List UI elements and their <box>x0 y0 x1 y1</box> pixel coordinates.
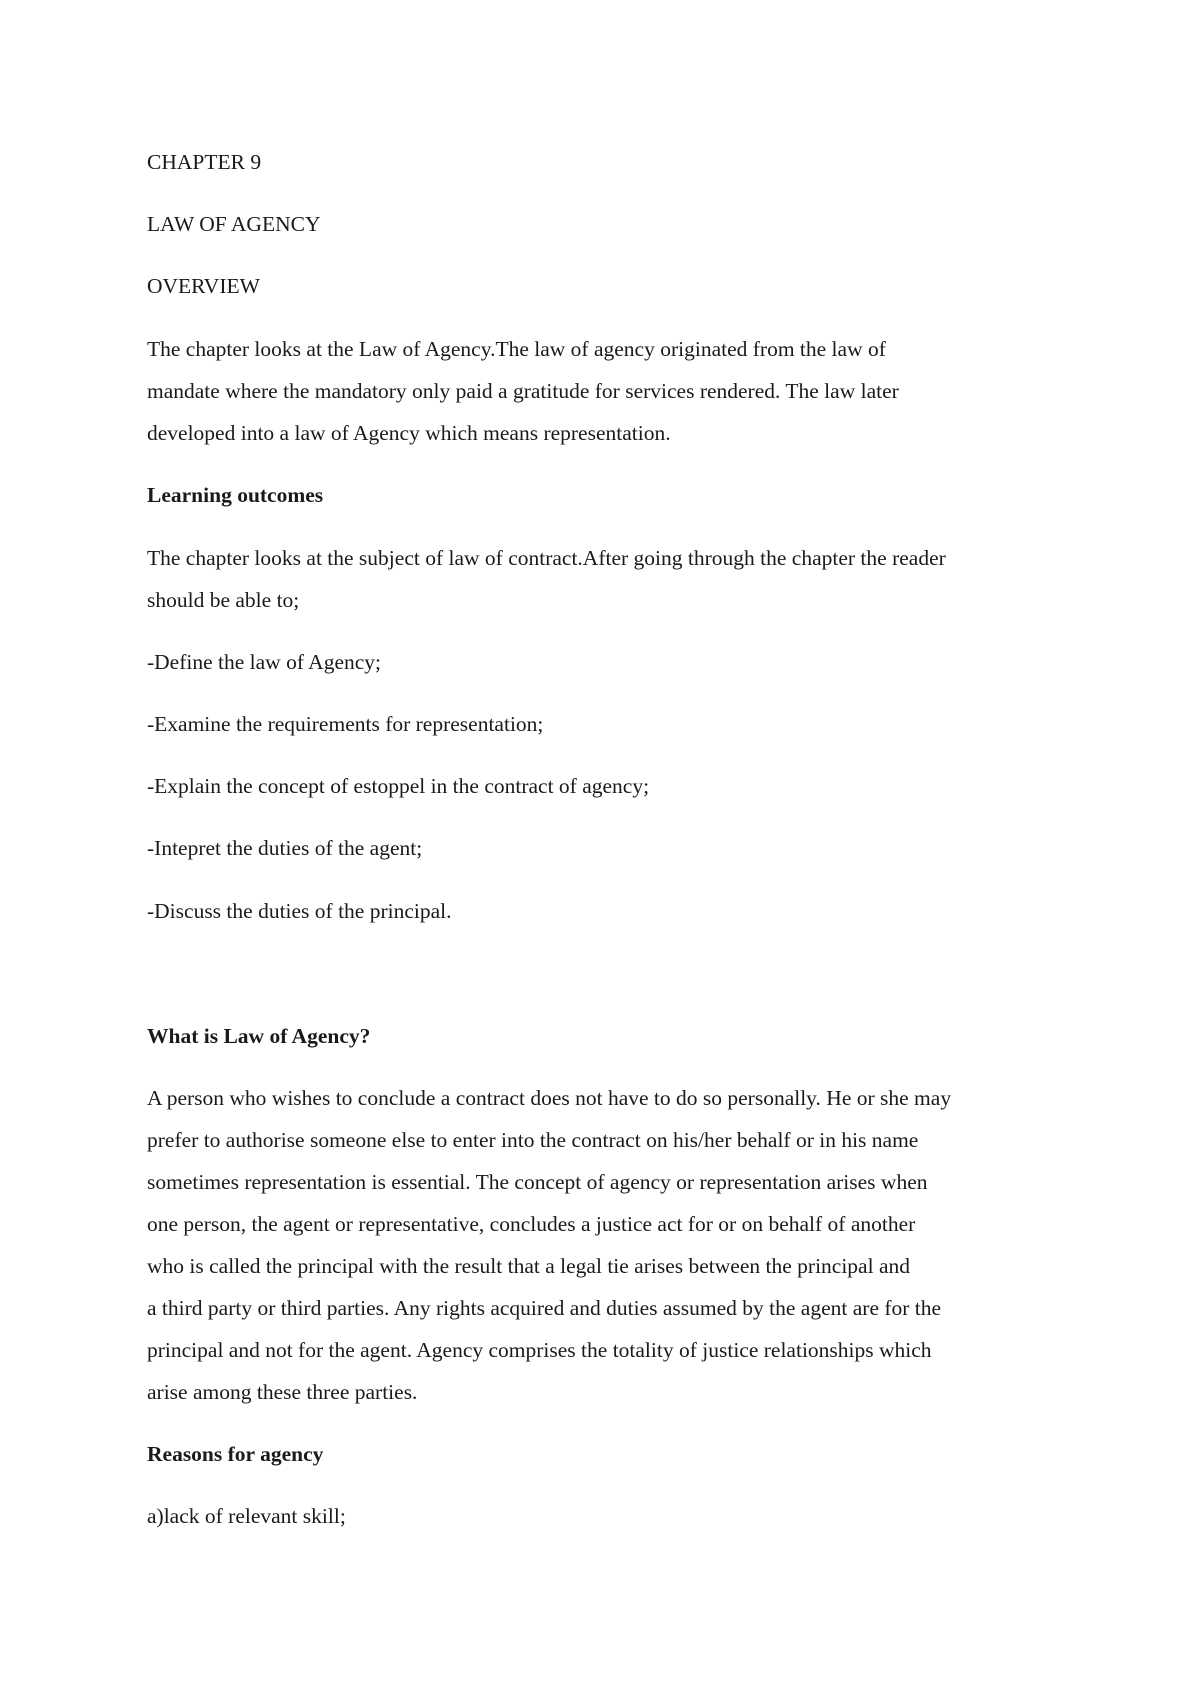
learning-intro-line: The chapter looks at the subject of law of contract.After going through the chapter the reader <box>147 546 946 570</box>
outcome-item: -Explain the concept of estoppel in the contract of agency; <box>147 774 650 798</box>
reason-item: a)lack of relevant skill; <box>147 1504 346 1528</box>
what-is-agency-line: prefer to authorise someone else to enter into the contract on his/her behalf or in his name <box>147 1128 919 1152</box>
outcome-item: -Intepret the duties of the agent; <box>147 836 423 860</box>
reasons-heading: Reasons for agency <box>147 1442 324 1466</box>
what-is-agency-line: A person who wishes to conclude a contract does not have to do so personally. He or she may <box>147 1086 952 1110</box>
chapter-number: CHAPTER 9 <box>147 150 262 174</box>
learning-outcomes-heading: Learning outcomes <box>147 483 324 507</box>
outcome-item: -Discuss the duties of the principal. <box>147 899 452 923</box>
overview-line: The chapter looks at the Law of Agency.The law of agency originated from the law of <box>147 337 886 361</box>
overview-heading: OVERVIEW <box>147 274 260 298</box>
what-is-agency-heading: What is Law of Agency? <box>147 1024 371 1048</box>
what-is-agency-line: principal and not for the agent. Agency comprises the totality of justice relationships which <box>147 1338 932 1362</box>
chapter-title: LAW OF AGENCY <box>147 212 321 236</box>
overview-line: mandate where the mandatory only paid a gratitude for services rendered. The law later <box>147 379 899 403</box>
what-is-agency-line: a third party or third parties. Any rights acquired and duties assumed by the agent are for the <box>147 1296 942 1320</box>
outcome-item: -Examine the requirements for representation; <box>147 712 544 736</box>
what-is-agency-line: one person, the agent or representative, concludes a justice act for or on behalf of another <box>147 1212 916 1236</box>
what-is-agency-line: sometimes representation is essential. The concept of agency or representation arises when <box>147 1170 928 1194</box>
what-is-agency-line: arise among these three parties. <box>147 1380 418 1404</box>
overview-line: developed into a law of Agency which means representation. <box>147 421 671 445</box>
what-is-agency-line: who is called the principal with the result that a legal tie arises between the principal and <box>147 1254 910 1278</box>
outcome-item: -Define the law of Agency; <box>147 650 382 674</box>
learning-intro-line: should be able to; <box>147 588 300 612</box>
